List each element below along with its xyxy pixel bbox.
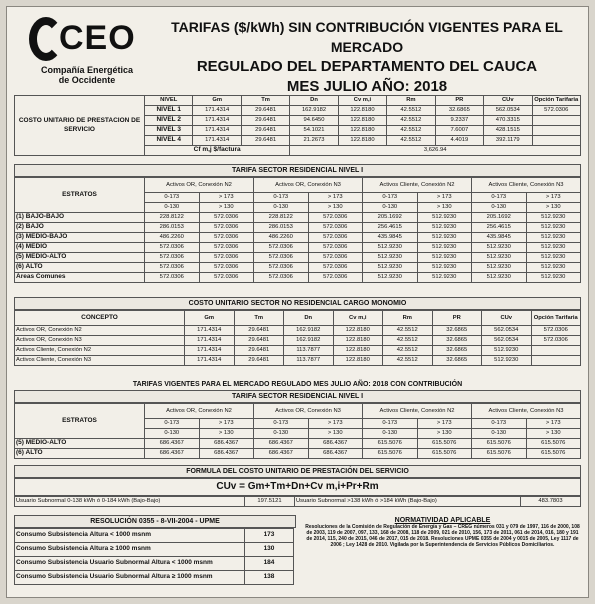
cell: 470.3315 [484,116,532,126]
cell: 94.6450 [290,116,338,126]
col-header: Gm [193,96,241,106]
cell: 122.8180 [338,106,386,116]
range: > 173 [308,419,363,429]
group-header: Activos Cliente, Conexión N3 [472,178,581,193]
cell: 686.4367 [308,439,363,449]
cell: 162.9182 [284,326,334,336]
cell: 184 [245,557,294,571]
cell: 572.0306 [532,106,581,116]
col-header: Rm [383,311,433,326]
cell: 512.9230 [472,253,527,263]
no-residencial-table [14,310,581,366]
cell: 572.0306 [199,233,254,243]
cell: 162.9182 [284,336,334,346]
table-row [15,243,581,253]
col-header: PR [435,96,483,106]
cell: 512.9230 [472,273,527,283]
cell: 171.4314 [185,326,235,336]
cell: 173 [245,529,294,543]
cell: 686.4367 [199,439,254,449]
table-row [15,529,294,543]
cell: 572.0306 [145,263,200,273]
cell: Usuario Subnormal >138 kWh ó >184 kWh (Bajo-Bajo) [295,497,521,507]
cell: 512.9230 [526,223,581,233]
contribucion-title: TARIFAS VIGENTES PARA EL MERCADO REGULADO MES JULIO AÑO: 2018 CON CONTRIBUCIÓN [132,381,463,388]
cell: 686.4367 [199,449,254,459]
range: 0-173 [472,419,527,429]
cell: 486.2260 [145,233,200,243]
logo-text: CEO [59,19,136,57]
company-logo [29,13,149,93]
cell: 9.2337 [435,116,483,126]
cell: 122.8180 [338,136,386,146]
cell: 171.4314 [193,126,241,136]
cell: Activos OR, Conexión N3 [15,336,185,346]
cell: 42.5512 [387,126,435,136]
cell: 32.6865 [432,346,482,356]
cell [531,346,581,356]
title-line-1: TARIFAS ($/kWh) SIN CONTRIBUCIÓN VIGENTES PARA EL MERCADO [171,19,563,55]
cell: 572.0306 [308,213,363,223]
cell: 572.0306 [254,253,309,263]
cell: 512.9230 [526,253,581,263]
cf-value: 3,626.94 [290,146,581,156]
cell: 615.5076 [417,449,472,459]
cell: 512.9230 [417,233,472,243]
range: 0-130 [363,429,418,439]
residencial-title: TARIFA SECTOR RESIDENCIAL NIVEL I [14,164,581,177]
cell: 512.9230 [526,213,581,223]
cell: 29.6481 [234,346,284,356]
cell: 483.7803 [521,497,581,507]
cell: 42.5512 [383,326,433,336]
no-residencial-title: COSTO UNITARIO SECTOR NO RESIDENCIAL CARGO MONOMIO [14,297,581,310]
cell: 512.9230 [526,273,581,283]
col-header: Gm [185,311,235,326]
cell: (4) MEDIO [15,243,145,253]
cell: 572.0306 [145,253,200,263]
cell: 122.8180 [333,336,383,346]
table-row [15,326,581,336]
range: > 173 [526,193,581,203]
group-header: Activos Cliente, Conexión N3 [472,404,581,419]
col-header: Dn [284,311,334,326]
table-row [15,356,581,366]
cell [532,116,581,126]
cell: 562.0534 [482,326,532,336]
cell: 572.0306 [254,273,309,283]
cell: 562.0534 [484,106,532,116]
cell: 171.4314 [193,136,241,146]
cell: (3) MEDIO-BAJO [15,233,145,243]
cell: 122.8180 [333,346,383,356]
group-header: Activos Cliente, Conexión N2 [363,178,472,193]
cell: 29.6481 [234,326,284,336]
cell: 512.9230 [363,253,418,263]
range: 0-130 [472,429,527,439]
normatividad-text: Resoluciones de la Comisión de Regulación de Energía y Gas – CREG números 031 y 079 de 1997, 116 de 2000, 108 de 2003, 119 de 2007, 097, 133, 168 de 2008, 118 de 2009, 021 de 2010, 156, 173 de 2011, 061 de 2014, 016, 180 y 191 de 2014, 115, 240 de 2015, 046 de 2017, 015 de 2018. Resoluciones UPME 0355 de 2004 y 0015 de 2005, Ley 1117 de 2006 ; Ley 1428 de 2010. Vigilada por la Superintendencia de Servicios Públicos Domiciliarios. [305,524,580,548]
cell: 512.9230 [417,253,472,263]
cell: 512.9230 [417,263,472,273]
formula-title: FORMULA DEL COSTO UNITARIO DE PRESTACIÓN DEL SERVICIO [14,465,581,478]
cell: 286.0153 [254,223,309,233]
estratos-label: ESTRATOS [15,178,145,213]
cell: 572.0306 [308,243,363,253]
cell: 32.6865 [432,326,482,336]
range: 0-173 [254,419,309,429]
range: > 173 [417,419,472,429]
cell: 286.0153 [145,223,200,233]
cell: 130 [245,543,294,557]
cell: 113.7877 [284,356,334,366]
resolucion-title: RESOLUCIÓN 0355 - 8-VII-2004 - UPME [14,515,296,528]
normatividad-box [304,517,581,548]
cell: (5) MEDIO-ALTO [15,439,145,449]
cell: 615.5076 [363,449,418,459]
header [7,7,589,95]
table-row [15,273,581,283]
table-header-row [15,178,581,193]
cell: Activos Cliente, Conexión N2 [15,346,185,356]
col-header: Opción Tarifaria [532,96,581,106]
cell: 42.5512 [383,346,433,356]
tariff-sheet [6,6,589,598]
cell: (5) MEDIO-ALTO [15,253,145,263]
resolucion-section [14,515,581,585]
cell: 686.4367 [254,439,309,449]
range: > 173 [526,419,581,429]
logo-mark-icon [29,17,63,61]
cell: 615.5076 [526,439,581,449]
cell: 205.1692 [363,213,418,223]
formula-section [14,465,581,507]
cell: 171.4314 [185,356,235,366]
col-header: Dn [290,96,338,106]
cell: 572.0306 [308,273,363,283]
cell: 122.8180 [338,116,386,126]
cell: Activos OR, Conexión N2 [15,326,185,336]
cell: Consumo Subsistencia Altura ≥ 1000 msnm [15,543,245,557]
cell: 171.4314 [193,116,241,126]
range: 0-130 [145,203,200,213]
range: 0-130 [363,203,418,213]
cell: 615.5076 [363,439,418,449]
col-header: CUv [484,96,532,106]
range: > 130 [199,429,254,439]
cell: 392.1179 [484,136,532,146]
cell: 512.9230 [417,243,472,253]
group-header: Activos OR, Conexión N3 [254,404,363,419]
cell: 572.0306 [199,273,254,283]
table-row [15,449,581,459]
cell [532,136,581,146]
cell: 228.8122 [145,213,200,223]
cell: 197.5121 [245,497,295,507]
costo-unitario-table [14,95,581,156]
cell: 686.4367 [145,439,200,449]
cell [532,126,581,136]
resolucion-table [14,528,294,585]
range: > 130 [526,429,581,439]
table-header-row [15,404,581,419]
cell: 572.0306 [145,273,200,283]
col-header: CONCEPTO [15,311,185,326]
range: > 173 [308,193,363,203]
range: 0-173 [363,193,418,203]
cell: 29.6481 [241,106,289,116]
cell: 512.9230 [417,223,472,233]
range: > 173 [417,193,472,203]
cell [531,356,581,366]
range: 0-173 [145,193,200,203]
cell: (6) ALTO [15,263,145,273]
normatividad-title: NORMATIVIDAD APLICABLE [394,517,491,524]
cell: 42.5512 [383,336,433,346]
col-header: Rm [387,96,435,106]
col-header: Cv m,i [333,311,383,326]
group-header: Activos OR, Conexión N2 [145,404,254,419]
cell: 562.0534 [482,336,532,346]
contribucion-table [14,403,581,459]
formula-expression: CUv = Gm+Tm+Dn+Cv m,i+Pr+Rm [14,478,581,496]
range: 0-173 [472,193,527,203]
cell: 686.4367 [254,449,309,459]
cell: 512.9230 [363,273,418,283]
range: 0-173 [363,419,418,429]
logo-subtitle-line-2: de Occidente [58,75,116,85]
cell: 32.6865 [435,106,483,116]
table-row [15,346,581,356]
range: > 130 [199,203,254,213]
cell: Areas Comunes [15,273,145,283]
cell: (1) BAJO-BAJO [15,213,145,223]
cell: 512.9230 [363,263,418,273]
cell: Consumo Subsistencia Usuario Subnormal Altura ≥ 1000 msnm [15,571,245,585]
cell: 512.9230 [526,263,581,273]
costo-unitario-section [14,95,581,156]
cell: 512.9230 [472,263,527,273]
range: > 130 [526,203,581,213]
range: > 130 [417,429,472,439]
cell: 29.6481 [241,136,289,146]
table-row [15,223,581,233]
cf-label: Cf m,j $/factura [145,146,290,156]
table-header-row [15,96,581,106]
cell: 512.9230 [417,213,472,223]
cell: 615.5076 [472,439,527,449]
residencial-section [14,164,581,283]
cell: 122.8180 [338,126,386,136]
cell: 256.4615 [472,223,527,233]
cell: Activos Cliente, Conexión N3 [15,356,185,366]
cell: NIVEL 4 [145,136,193,146]
costo-unitario-label: COSTO UNITARIO DE PRESTACION DE SERVICIO [15,96,145,156]
cell: 572.0306 [308,233,363,243]
cell: 7.6007 [435,126,483,136]
table-header-row [15,311,581,326]
cell: 32.6865 [432,356,482,366]
table-row [15,263,581,273]
cell: 113.7877 [284,346,334,356]
cell: 512.9230 [417,273,472,283]
table-row [15,233,581,243]
title-line-2: REGULADO DEL DEPARTAMENTO DEL CAUCA [196,58,538,75]
cell: 572.0306 [199,213,254,223]
col-header: Cv m,i [338,96,386,106]
range: > 130 [308,429,363,439]
cell: 42.5512 [387,106,435,116]
cell: 4.4019 [435,136,483,146]
cell: 42.5512 [387,136,435,146]
cell: NIVEL 3 [145,126,193,136]
cell: 686.4367 [145,449,200,459]
title-line-3: MES JULIO AÑO: 2018 [286,78,448,95]
cell: 512.9230 [472,243,527,253]
cell: Consumo Subsistencia Usuario Subnormal Altura < 1000 msnm [15,557,245,571]
contribucion-section [14,379,581,459]
logo-subtitle [39,65,135,85]
cell: 29.6481 [241,126,289,136]
cell: 428.1515 [484,126,532,136]
cell: 572.0306 [308,263,363,273]
cell: 171.4314 [185,336,235,346]
table-row [15,213,581,223]
group-header: Activos OR, Conexión N3 [254,178,363,193]
table-row [15,571,294,585]
cell: 572.0306 [254,243,309,253]
cell: 572.0306 [308,253,363,263]
cell: 42.5512 [387,116,435,126]
residencial-table [14,177,581,283]
cell: 512.9230 [526,233,581,243]
table-row [15,439,581,449]
cell: (2) BAJO [15,223,145,233]
cell: 54.1021 [290,126,338,136]
col-header: Tm [241,96,289,106]
cell: 435.9845 [363,233,418,243]
cell: 122.8180 [333,356,383,366]
range: > 173 [199,193,254,203]
cell: NIVEL 2 [145,116,193,126]
range: > 130 [308,203,363,213]
estratos-label: ESTRATOS [15,404,145,439]
cell: 572.0306 [531,326,581,336]
group-header: Activos OR, Conexión N2 [145,178,254,193]
table-row [15,336,581,346]
contribucion-subtitle: TARIFA SECTOR RESIDENCIAL NIVEL I [14,390,581,403]
cell: 205.1692 [472,213,527,223]
cell: NIVEL 1 [145,106,193,116]
cell: 572.0306 [308,223,363,233]
col-header: CUv [482,311,532,326]
col-header: Opción Tarifaria [531,311,581,326]
cell: 512.9230 [526,243,581,253]
range: > 173 [199,419,254,429]
cell: 42.5512 [383,356,433,366]
table-row [15,543,294,557]
col-header: PR [432,311,482,326]
cell: 486.2260 [254,233,309,243]
cell: Consumo Subsistencia Altura < 1000 msnm [15,529,245,543]
cell: 572.0306 [254,263,309,273]
logo-subtitle-line-1: Compañía Energética [40,65,134,75]
cell: 138 [245,571,294,585]
cell: 29.6481 [241,116,289,126]
range: 0-130 [254,429,309,439]
cell: 435.9845 [472,233,527,243]
cell: 228.8122 [254,213,309,223]
range: 0-130 [145,429,200,439]
range: 0-173 [145,419,200,429]
subnormal-table [14,496,581,507]
col-header: Tm [234,311,284,326]
cell: 686.4367 [308,449,363,459]
cell: (6) ALTO [15,449,145,459]
table-row [15,497,581,507]
group-header: Activos Cliente, Conexión N2 [363,404,472,419]
cell: 572.0306 [199,253,254,263]
cell: 171.4314 [185,346,235,356]
cell: 512.9230 [363,243,418,253]
range: 0-173 [254,193,309,203]
table-row [15,253,581,263]
cell: 572.0306 [531,336,581,346]
cell: 29.6481 [234,336,284,346]
cell: 572.0306 [145,243,200,253]
cell: 572.0306 [199,243,254,253]
cell: 122.8180 [333,326,383,336]
cell: 615.5076 [526,449,581,459]
cell: 512.9230 [482,356,532,366]
cell: 512.9230 [482,346,532,356]
no-residencial-section [14,297,581,366]
cell: 162.9182 [290,106,338,116]
cell: 29.6481 [234,356,284,366]
range: 0-130 [472,203,527,213]
cell: 21.2673 [290,136,338,146]
table-row [15,557,294,571]
col-header: NIVEL [145,96,193,106]
cell: 32.6865 [432,336,482,346]
cell: 572.0306 [199,263,254,273]
cell: Usuario Subnormal 0-138 kWh ó 0-184 kWh (Bajo-Bajo) [15,497,245,507]
page-title [157,17,577,97]
range: 0-130 [254,203,309,213]
cell: 572.0306 [199,223,254,233]
cell: 171.4314 [193,106,241,116]
cell: 615.5076 [417,439,472,449]
cell: 256.4615 [363,223,418,233]
cell: 615.5076 [472,449,527,459]
range: > 130 [417,203,472,213]
